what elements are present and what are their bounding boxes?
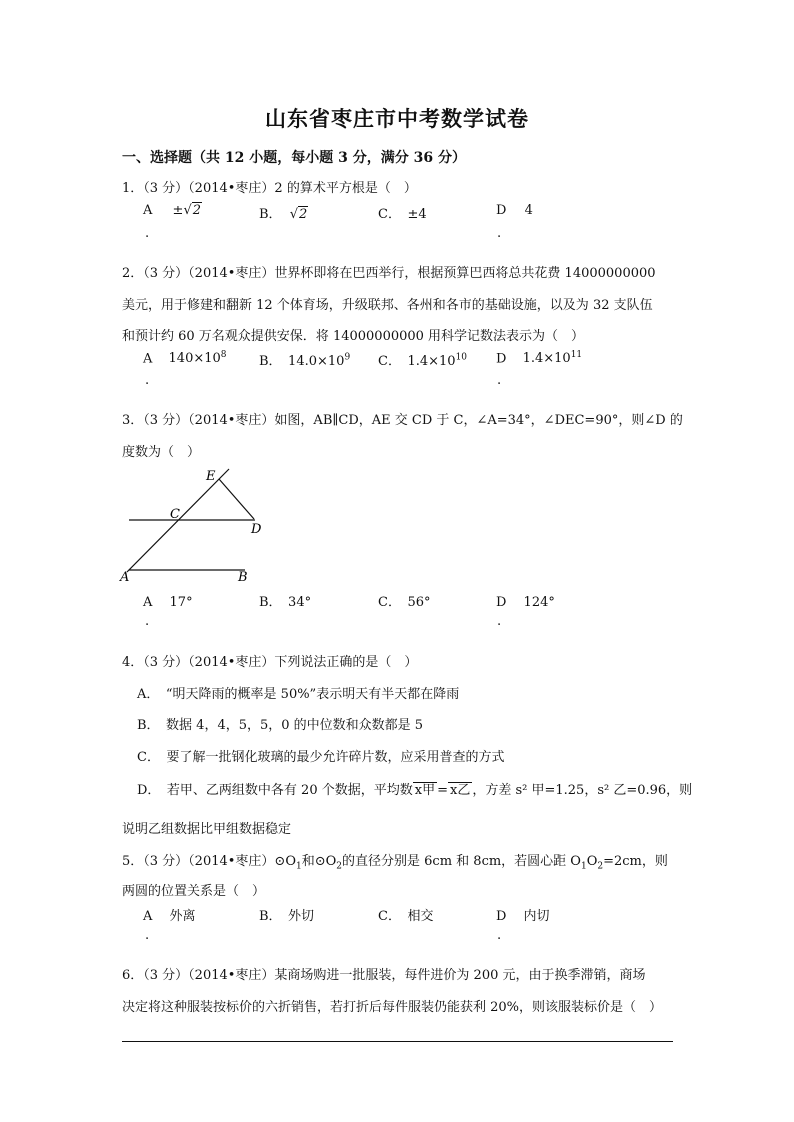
q2-option-a[interactable]: A $140\times 10^8$ [143,350,227,367]
q1-dot-a: . [145,226,150,241]
mean-x-jia: x甲 [414,783,436,798]
q4-option-c[interactable]: C． 要了解一批钢化玻璃的最少允许碎片数，应采用普查的方式 [137,750,505,765]
question-3-line-1: 3．（3 分）（2014•枣庄）如图，AB∥CD，AE 交 CD 于 C，∠A=34°，∠DEC=90°，则∠D 的 [122,413,683,428]
footer-divider [122,1041,673,1042]
label-a: A [120,570,130,585]
geometry-figure [118,462,288,586]
q2-dot-d: . [497,373,502,388]
label-b: B [238,570,248,585]
label-c: C [170,507,180,522]
mean-x-yi: x乙 [449,783,471,798]
question-2-line-1: 2．（3 分）（2014•枣庄）世界杯即将在巴西举行，根据预算巴西将总共花费 14000000000 [122,266,656,281]
page-title: 山东省枣庄市中考数学试卷 [265,106,529,131]
q1-dot-d: . [497,226,502,241]
q1-option-b[interactable]: B． √2 [259,207,308,222]
q5-option-c[interactable]: C． 相交 [378,909,434,924]
question-4-continuation: 说明乙组数据比甲组数据稳定 [122,822,292,837]
question-6-line-2: 决定将这种服装按标价的六折销售，若打折后每件服装仍能获利 20%，则该服装标价是（ ） [122,1000,663,1015]
q5-option-b[interactable]: B． 外切 [259,909,315,924]
q3-option-d[interactable]: D 124° [496,595,555,610]
q3-option-b[interactable]: B． 34° [259,595,312,610]
question-2-line-2: 美元，用于修建和翻新 12 个体育场，升级联邦、各州和各市的基础设施，以及为 32 支队伍 [122,298,653,313]
q4-option-b[interactable]: B． 数据 4，4，5，5，0 的中位数和众数都是 5 [137,718,424,733]
section-heading: 一、选择题（共 12 小题，每小题 3 分，满分 36 分） [122,150,466,166]
q1-option-c[interactable]: C． ±4 [378,207,427,222]
q5-option-d[interactable]: D 内切 [496,909,550,924]
question-5-line-1: 5．（3 分）（2014•枣庄）$⊙O_1$和$⊙O_2$的直径分别是 6cm 和 8cm，若圆心距 $O_1O_2=2cm$，则 [122,854,668,872]
q1-option-d[interactable]: D 4 [496,203,533,218]
sqrt-symbol: √2 [183,203,202,218]
q5-dot-d: . [497,928,502,943]
question-2-line-3: 和预计约 60 万名观众提供安保．将 14000000000 用科学记数法表示为（ ） [122,329,585,344]
q5-dot-a: . [145,928,150,943]
q4-option-d[interactable]: D． 若甲、乙两组数中各有 20 个数据，平均数 x甲 = x乙 ，方差 s² 甲=1.25，s² 乙=0.96，则 [137,783,693,798]
q3-option-a[interactable]: A 17° [143,595,193,610]
question-6-line-1: 6．（3 分）（2014•枣庄）某商场购进一批服装，每件进价为 200 元，由于换季滞销，商场 [122,968,646,983]
q3-option-c[interactable]: C． 56° [378,595,431,610]
q1-option-a[interactable]: A ±√2 [143,203,202,218]
q3-dot-d: . [497,614,502,629]
q4-option-a[interactable]: A． “明天降雨的概率是 50%”表示明天有半天都在降雨 [137,687,460,702]
q2-option-c[interactable]: C． $1.4\times 10^{10}$ [378,352,468,369]
sqrt-symbol: √2 [289,207,308,222]
q5-option-a[interactable]: A 外离 [143,909,196,924]
q3-dot-a: . [145,614,150,629]
q2-option-b[interactable]: B． $14.0\times 10^9$ [259,352,351,369]
q2-option-d[interactable]: D $1.4\times 10^{11}$ [496,350,583,367]
question-3-line-2: 度数为（ ） [122,445,201,460]
question-4-stem: 4．（3 分）（2014•枣庄）下列说法正确的是（ ） [122,655,418,670]
label-e: E [206,469,216,484]
question-5-line-2: 两圆的位置关系是（ ） [122,884,266,899]
label-d: D [251,522,262,537]
line-ed [219,479,254,519]
question-1-stem: 1．（3 分）（2014•枣庄）2 的算术平方根是（ ） [122,181,417,196]
q2-dot-a: . [145,373,150,388]
